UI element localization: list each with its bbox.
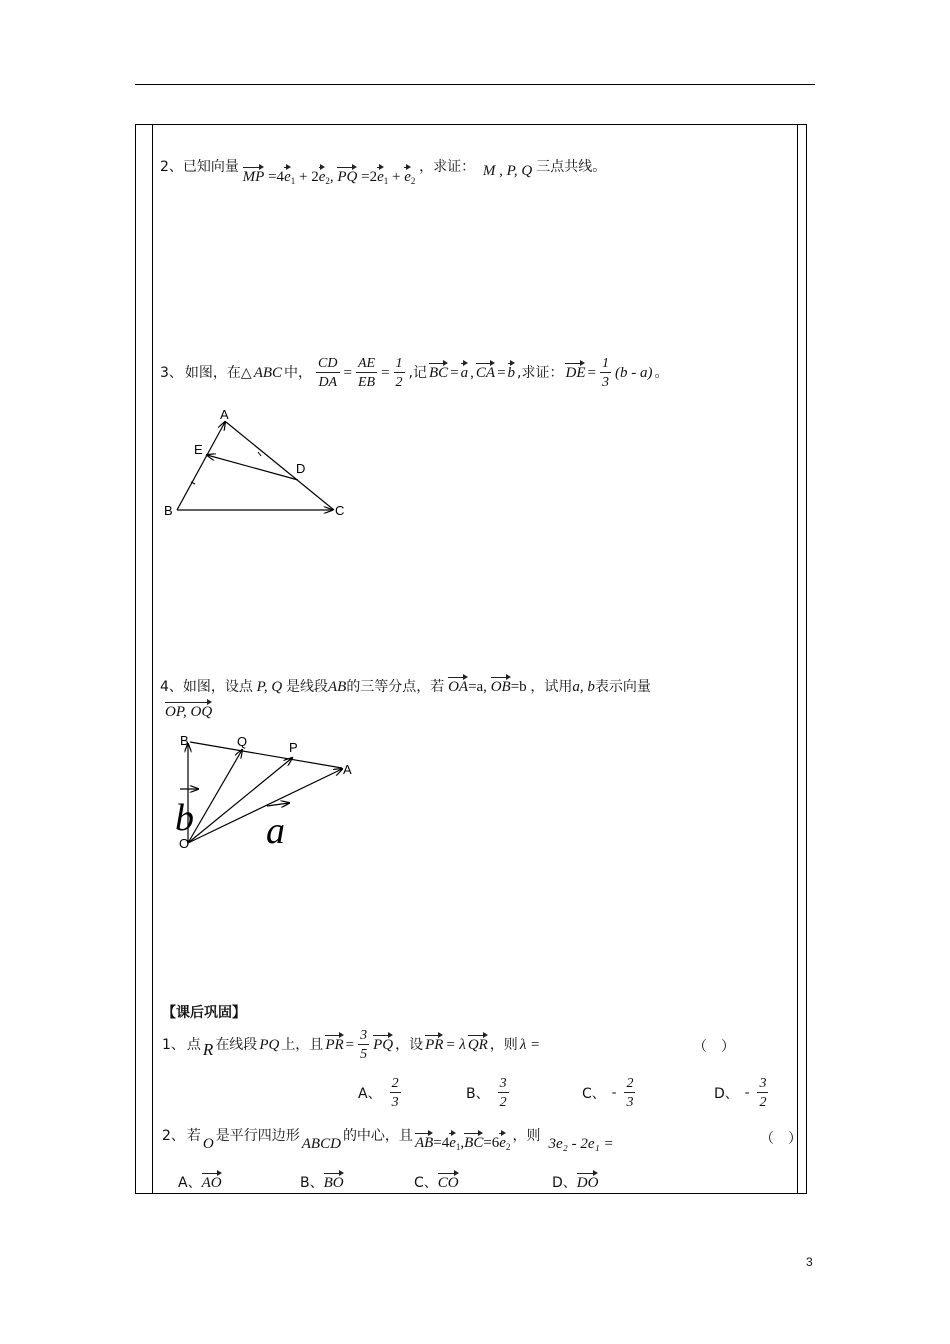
- review-heading: 【课后巩固】: [162, 1005, 246, 1021]
- label-b: B: [180, 733, 189, 748]
- label-q: Q: [237, 734, 248, 749]
- option-a[interactable]: [358, 1076, 403, 1111]
- option-c[interactable]: [414, 1176, 459, 1191]
- frame-inner-right-line: [797, 124, 798, 1194]
- label-b: B: [164, 503, 173, 518]
- frame-inner-left-line: [152, 124, 153, 1194]
- vector-figure: [170, 728, 370, 858]
- vector-oq: [188, 750, 242, 843]
- option-label: C、: [582, 1086, 606, 1103]
- big-a-label: a: [266, 810, 285, 852]
- option-label: B、: [466, 1086, 490, 1103]
- option-label: D、: [714, 1086, 739, 1103]
- label-d: D: [296, 461, 306, 476]
- answer-blank: （ ）: [760, 1131, 802, 1147]
- option-label: A、: [178, 1175, 202, 1191]
- option-fraction: $\frac{2}{3}$: [626, 1076, 634, 1111]
- option-vector: CO: [437, 1175, 459, 1191]
- option-label: C、: [414, 1175, 438, 1191]
- review-q2-options: [178, 1176, 778, 1196]
- question-4-line2: OP, OQ: [165, 704, 213, 720]
- side-ac: [226, 422, 334, 510]
- question-4: 4、如图，设点 P, Q 是线段AB的三等分点，若 OA=a, OB=b ，试用a, b表示向量: [160, 679, 651, 695]
- vector-mp: MP: [242, 169, 265, 185]
- segment-de: [207, 455, 298, 480]
- negative-sign: -: [611, 1085, 617, 1101]
- page-number: 3: [806, 1255, 813, 1269]
- label-a: A: [220, 407, 229, 422]
- negative-sign: -: [744, 1085, 750, 1101]
- option-label: A、: [358, 1086, 382, 1103]
- fraction-one-third: $\frac{1}{3}$: [601, 356, 609, 391]
- answer-blank: （ ）: [693, 1039, 735, 1055]
- option-d[interactable]: [552, 1176, 598, 1191]
- option-c[interactable]: [582, 1076, 637, 1111]
- tick-mark: [258, 452, 261, 456]
- option-fraction: $\frac{3}{2}$: [759, 1076, 767, 1111]
- option-b[interactable]: [466, 1076, 511, 1111]
- fraction-three-fifths: $\frac{3}{5}$: [360, 1028, 368, 1063]
- option-fraction: $\frac{2}{3}$: [391, 1076, 399, 1111]
- option-b[interactable]: [300, 1176, 344, 1191]
- question-2: 2、已知向量 MP $=4e_1 + 2e_2$, PQ $=2e_1 + e_2$ ，求证： M , P, Q 三点共线。: [160, 159, 607, 186]
- label-e: E: [194, 442, 203, 457]
- fraction-cd-da: $\frac{CD}{DA}$: [318, 356, 338, 391]
- option-vector: DO: [576, 1175, 599, 1191]
- option-fraction: $\frac{3}{2}$: [499, 1076, 507, 1111]
- review-question-2: 2、 若 O 是平行四边形 ABCD 的中心，且 $AB=4e_1,BC=6e_2$ ，则 3e₂ - 2e₁ =: [162, 1128, 614, 1152]
- big-b-label: b: [175, 797, 194, 839]
- option-label: D、: [552, 1175, 577, 1191]
- triangle-figure: [160, 400, 360, 525]
- vector-pq: PQ: [337, 169, 358, 185]
- fraction-ae-eb: $\frac{AE}{EB}$: [357, 356, 376, 391]
- question-3: 3、 如图，在△ ABC 中， $\frac{CD}{DA}$ = $\frac{AE}{EB}$ = $\frac{1}{2}$ ,记 BC = a , CA = b ,求证： DE = $\frac{1}{3}$ (b - a) 。: [160, 356, 669, 391]
- label-c: C: [335, 503, 345, 518]
- option-d[interactable]: [714, 1076, 770, 1111]
- option-a[interactable]: [178, 1176, 222, 1191]
- segment-ab: [190, 742, 342, 768]
- option-vector: BO: [323, 1175, 344, 1191]
- review-question-1: 1、 点 R 在线段 PQ 上，且 PR = $\frac{3}{5}$ PQ ，设 PR = λ QR ，则 λ =: [162, 1028, 541, 1063]
- option-label: B、: [300, 1175, 324, 1191]
- label-o: O: [179, 836, 190, 851]
- fraction-one-half: $\frac{1}{2}$: [395, 356, 403, 391]
- header-rule: [135, 84, 815, 85]
- option-vector: AO: [201, 1175, 222, 1191]
- side-ba: [177, 422, 225, 510]
- review-q1-options: [358, 1076, 778, 1120]
- label-p: P: [289, 740, 298, 755]
- label-a: A: [343, 762, 352, 777]
